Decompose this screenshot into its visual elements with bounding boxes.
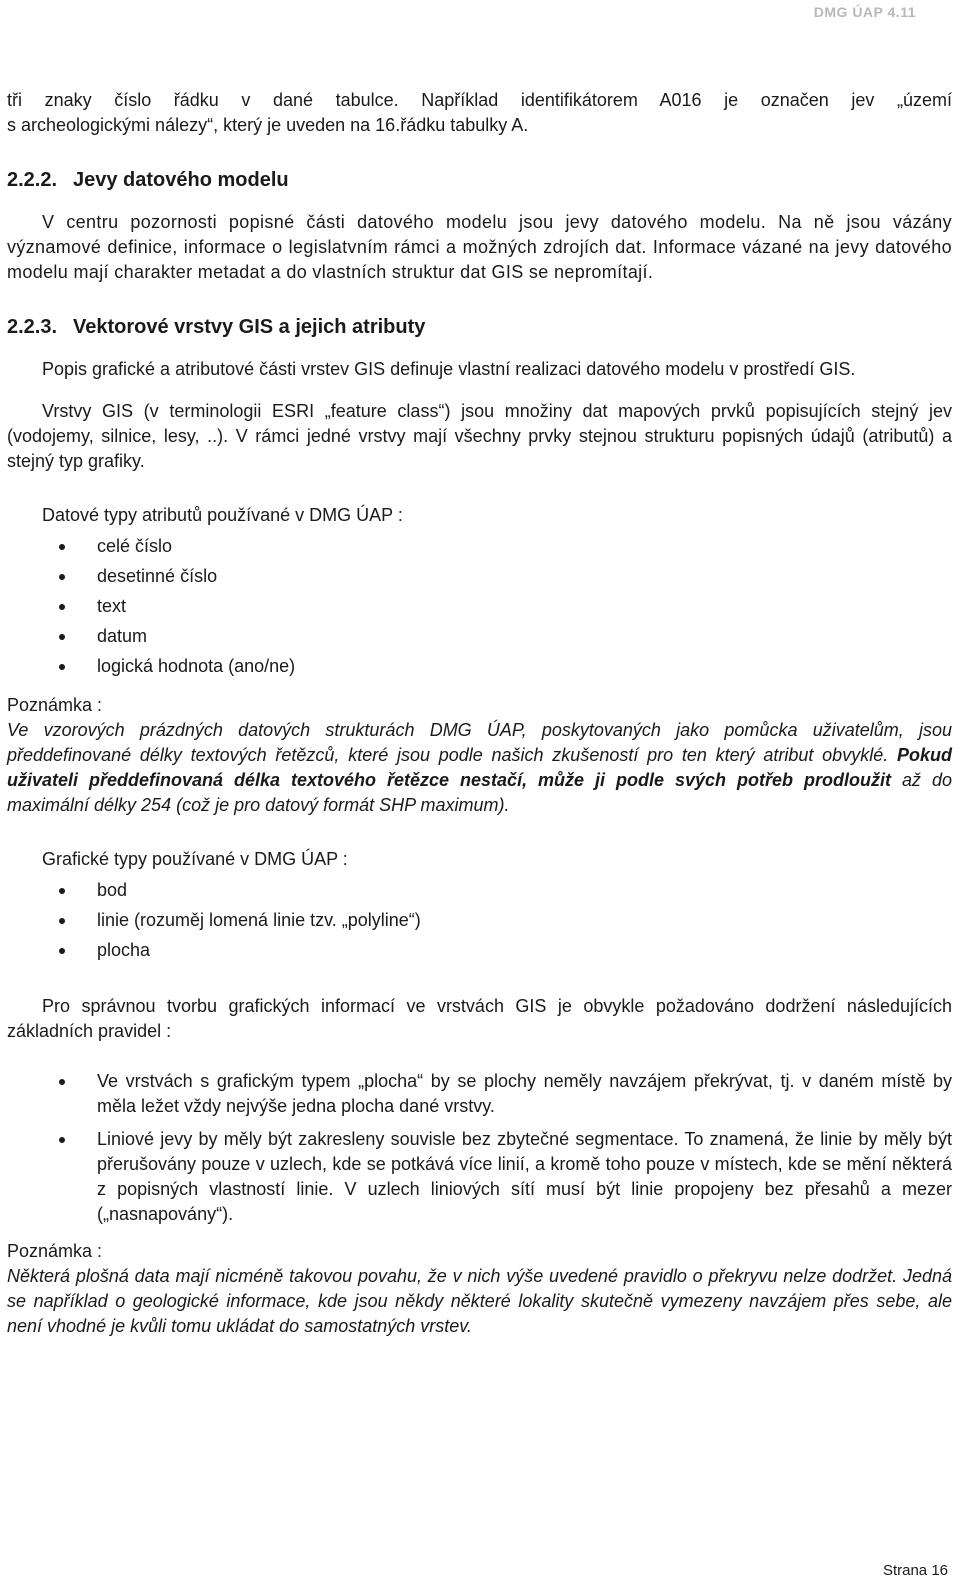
page-number: Strana 16: [882, 1562, 948, 1579]
paragraph-vrstvy: Vrstvy GIS (v terminologii ESRI „feature class“) jsou množiny dat mapových prvků popisujících stejný jev (vodojemy, silnice, lesy, ..). V rámci jedné vrstvy mají všechny prvky stejnou strukturu popisných údajů (atributů) a stejný typ grafiky.: [7, 401, 952, 471]
rules-list: [7, 1069, 952, 1227]
paragraph-popis: Popis grafické a atributové části vrstev GIS definuje vlastní realizaci datového modelu v prostředí GIS.: [42, 359, 856, 379]
paragraph-jevy: V centru pozornosti popisné části datového modelu jsou jevy datového modelu. Na ně jsou vázány významové definice, informace o legislatvním rámci a možných zdrojích dat. Informace vázané na jevy datového modelu mají charakter metadat a do vlastních struktur dat GIS se nepromítají.: [7, 212, 952, 282]
section-heading-2-2-3: [7, 314, 952, 340]
section-heading-2-2-2: [7, 167, 952, 193]
attr-types-heading: Datové typy atributů používané v DMG ÚAP :: [42, 505, 403, 525]
section-number: 2.2.3.: [7, 316, 58, 338]
note-label: Poznámka :: [7, 695, 103, 715]
list-item: celé číslo: [7, 531, 952, 561]
running-header: DMG ÚAP 4.11: [813, 4, 916, 20]
note-text: Některá plošná data mají nicméně takovou povahu, že v nich výše uvedené pravidlo o překryvu nelze dodržet. Jedná se například o geologické informace, kde jsou někdy některé lokality skutečně vymezeny navzájem přes sebe, ale není vhodné je kvůli tomu ukládat do samostatných vrstev.: [7, 1266, 952, 1336]
section-number: 2.2.2.: [7, 169, 58, 191]
graphic-types-heading: Grafické typy používané v DMG ÚAP :: [42, 849, 348, 869]
rule-item: Ve vrstvách s grafickým typem „plocha“ by se plochy neměly navzájem překrývat, tj. v daném místě by měla ležet vždy nejvýše jedna plocha dané vrstvy.: [7, 1069, 952, 1119]
rules-intro: Pro správnou tvorbu grafických informací ve vrstvách GIS je obvykle požadováno dodržení následujících základních pravidel :: [7, 996, 952, 1041]
section-title: Vektorové vrstvy GIS a jejich atributy: [73, 316, 426, 338]
rule-item: Liniové jevy by měly být zakresleny souvisle bez zbytečné segmentace. To znamená, že linie by měly být přerušovány pouze v uzlech, kde se potkává více linií, a kromě toho pouze v místech, kde se mění některá z popisných vlastností linie. V uzlech liniových sítí musí být linie propojeny bez přesahů a mezer („nasnapovány“).: [7, 1127, 952, 1227]
list-item: linie (rozuměj lomená linie tzv. „polyline“): [7, 905, 952, 935]
intro-line-2: s archeologickými nálezy“, který je uveden na 16.řádku tabulky A.: [7, 115, 529, 135]
attr-types-list: [7, 531, 952, 681]
list-item: desetinné číslo: [7, 561, 952, 591]
list-item: datum: [7, 621, 952, 651]
note-text-part: Ve vzorových prázdných datových strukturách DMG ÚAP, poskytovaných jako pomůcka uživatelům, jsou předdefinované délky textových řetězců, které jsou podle našich zkušeností pro ten který atribut obvyklé.: [7, 720, 952, 765]
list-item: bod: [7, 875, 952, 905]
document-body: [7, 88, 952, 1339]
note-text-part: až do maximální délky 254 (což je pro datový formát SHP maximum).: [7, 770, 952, 815]
list-item: plocha: [7, 935, 952, 965]
graphic-types-list: [7, 875, 952, 965]
list-item: logická hodnota (ano/ne): [7, 651, 952, 681]
note-label: Poznámka :: [7, 1241, 103, 1261]
note-text: [7, 718, 952, 818]
section-title: Jevy datového modelu: [73, 169, 289, 191]
list-item: text: [7, 591, 952, 621]
intro-line-1: tři znaky číslo řádku v dané tabulce. Například identifikátorem A016 je označen jev „území: [7, 90, 952, 110]
note-bold-text: Pokud uživateli předdefinovaná délka textového řetězce nestačí, může ji podle svých potřeb prodloužit: [7, 745, 952, 790]
